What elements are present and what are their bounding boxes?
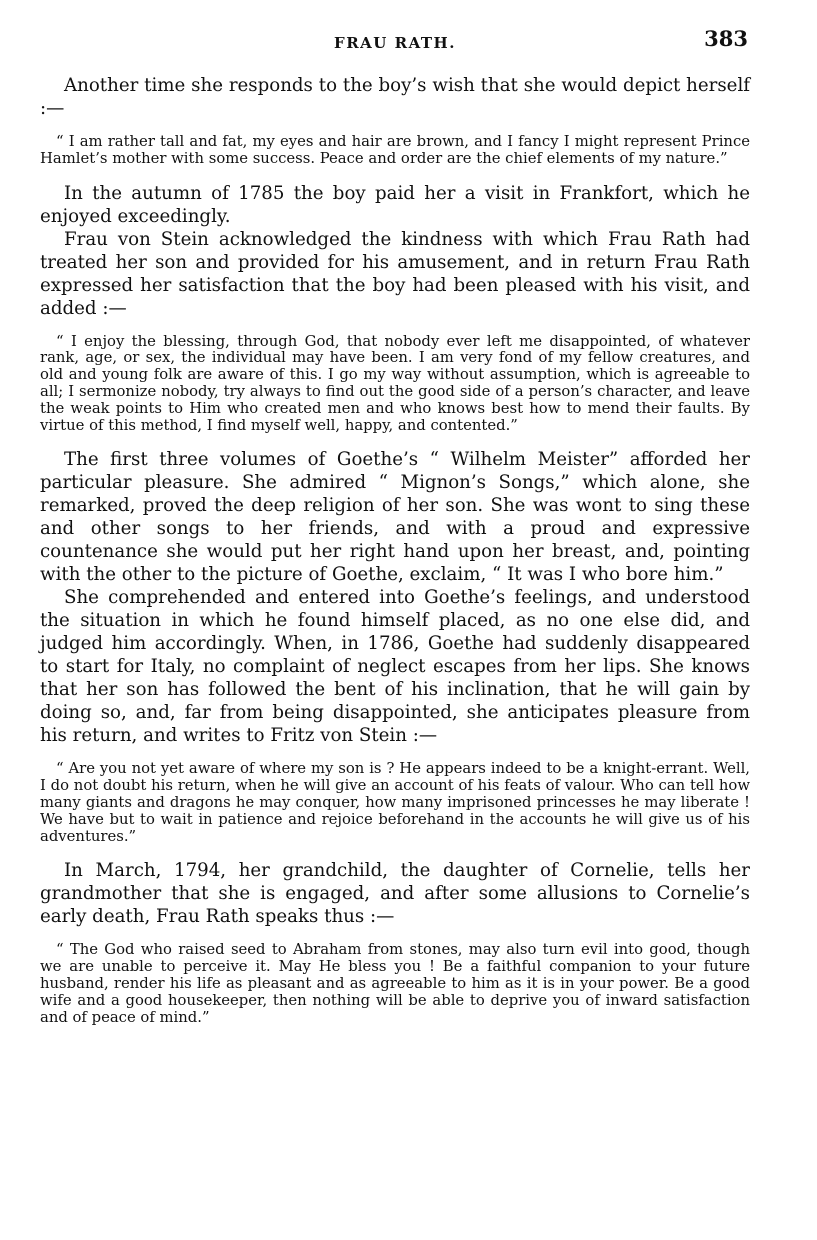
quote-self-description: “ I am rather tall and fat, my eyes and hair are brown, and I fancy I might represent Prince Hamlet’s mother with some success. Peace and order are the chief elements of my nature.” bbox=[40, 133, 750, 167]
running-title: FRAU RATH. bbox=[334, 34, 456, 52]
page-number: 383 bbox=[704, 26, 748, 51]
paragraph-grandchild: In March, 1794, her grandchild, the daughter of Cornelie, tells her grandmother that she is engaged, and after some allusions to Cornelie’s early death, Frau Rath speaks thus :— bbox=[40, 860, 750, 928]
page-header bbox=[40, 22, 750, 56]
paragraph-goethe-feelings: She comprehended and entered into Goethe’s feelings, and understood the situation in which he found himself placed, as no one else did, and judged him accordingly. When, in 1786, Goethe had suddenly disappeared to start for Italy, no complaint of neglect escapes from her lips. She knows that her son has followed the bent of his inclination, that he will gain by doing so, and, far from being disappointed, she anticipates pleasure from his return, and writes to Fritz von Stein :— bbox=[40, 587, 750, 747]
book-page bbox=[40, 22, 750, 1026]
quote-abraham: “ The God who raised seed to Abraham from stones, may also turn evil into good, though we are unable to perceive it. May He bless you ! Be a faithful companion to your future husband, render his life as pleasant and as agreeable to him as it is in your power. Be a good wife and a good housekeeper, then nothing will be able to deprive you of inward satisfaction and of peace of mind.” bbox=[40, 941, 750, 1026]
paragraph-wilhelm-meister: The first three volumes of Goethe’s “ Wilhelm Meister” afforded her particular pleasure. She admired “ Mignon’s Songs,” which alone, she remarked, proved the deep religion of her son. She was wont to sing these and other songs to her friends, and with a proud and expressive countenance she would put her right hand upon her breast, and, pointing with the other to the picture of Goethe, exclaim, “ It was I who bore him.” bbox=[40, 449, 750, 586]
paragraph-self-description-intro: Another time she responds to the boy’s wish that she would depict herself :— bbox=[40, 75, 750, 119]
paragraph-frau-von-stein: Frau von Stein acknowledged the kindness with which Frau Rath had treated her son and provided for his amusement, and in return Frau Rath expressed her satisfaction that the boy had been pleased with his visit, and added :— bbox=[40, 228, 750, 319]
quote-blessing: “ I enjoy the blessing, through God, that nobody ever left me disappointed, of whatever rank, age, or sex, the individual may have been. I am very fond of my fellow creatures, and old and young folk are aware of this. I go my way without assumption, which is agreeable to all; I sermonize nobody, try always to find out the good side of a person’s character, and leave the weak points to Him who created men and who knows best how to mend their faults. By virtue of this method, I find myself well, happy, and contented.” bbox=[40, 332, 750, 434]
paragraph-autumn-visit: In the autumn of 1785 the boy paid her a visit in Frankfort, which he enjoyed exceedingly. bbox=[40, 182, 750, 227]
quote-knight-errant: “ Are you not yet aware of where my son is ? He appears indeed to be a knight-errant. Well, I do not doubt his return, when he will give an account of his feats of valour. Who can tell how many giants and dragons he may conquer, how many imprisoned princesses he may liberate ! We have but to wait in patience and rejoice beforehand in the accounts he will give us of his adventures.” bbox=[40, 760, 750, 845]
